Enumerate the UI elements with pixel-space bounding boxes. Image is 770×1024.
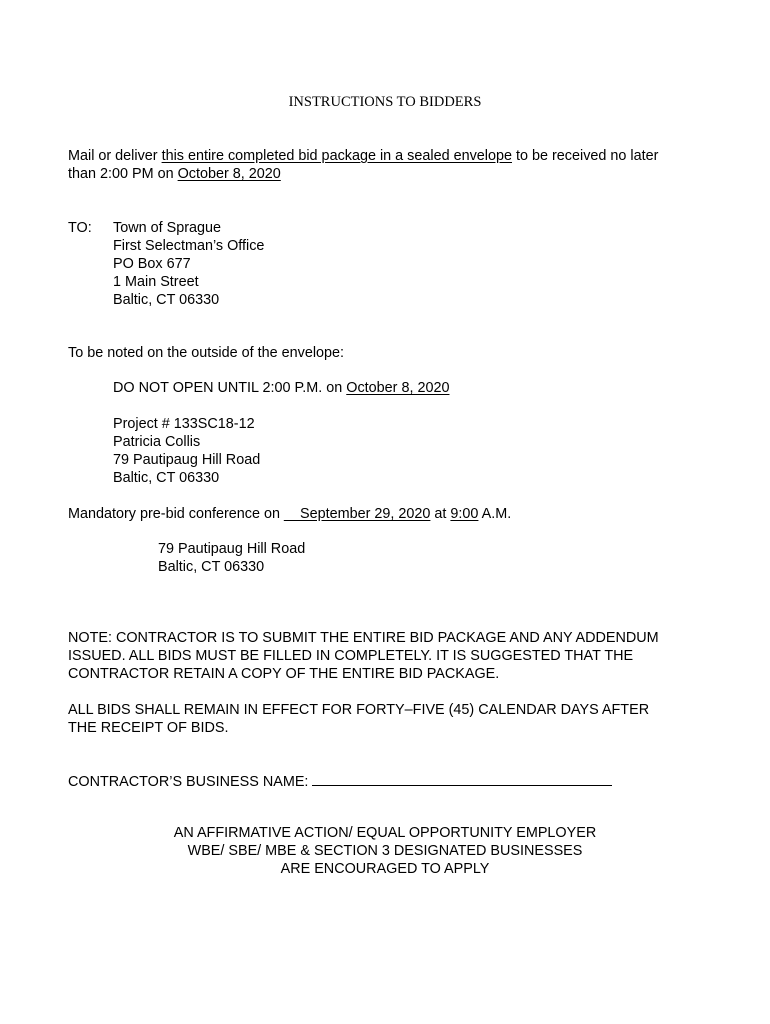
footer-statement (0, 824, 770, 878)
intro-text-end: to be received no later (512, 148, 659, 164)
intro-deadline-date: October 8, 2020 (177, 166, 281, 182)
conference-suffix: A.M. (478, 506, 512, 522)
page-title: INSTRUCTIONS TO BIDDERS (288, 94, 482, 110)
conference-address-line: Baltic, CT 06330 (158, 559, 265, 575)
conference-time: 9:00 (450, 506, 479, 522)
project-line: 79 Pautipaug Hill Road (113, 452, 261, 468)
validity-line: ALL BIDS SHALL REMAIN IN EFFECT FOR FORTY–FIVE (45) CALENDAR DAYS AFTER (68, 702, 650, 718)
conference-address-line: 79 Pautipaug Hill Road (158, 541, 306, 557)
project-line: Baltic, CT 06330 (113, 470, 220, 486)
conference-prefix: Mandatory pre-bid conference on (68, 506, 284, 522)
envelope-heading: To be noted on the outside of the envelope: (68, 345, 345, 361)
conference-at: at (430, 506, 451, 522)
validity-line: THE RECEIPT OF BIDS. (68, 720, 229, 736)
business-name-blank-line[interactable] (312, 772, 612, 786)
business-name-label: CONTRACTOR’S BUSINESS NAME: (68, 774, 309, 790)
intro-line-1 (68, 147, 658, 165)
footer-line: WBE/ SBE/ MBE & SECTION 3 DESIGNATED BUSINESSES (187, 843, 583, 859)
footer-line: ARE ENCOURAGED TO APPLY (280, 861, 490, 877)
to-address-line: 1 Main Street (113, 274, 199, 290)
to-address-block (113, 219, 264, 309)
note-line: CONTRACTOR RETAIN A COPY OF THE ENTIRE BID PACKAGE. (68, 666, 500, 682)
intro-text-start: Mail or deliver (68, 148, 162, 164)
conference-address-block (158, 540, 305, 576)
project-line: Project # 133SC18-12 (113, 416, 255, 432)
conference-line (68, 505, 511, 523)
to-address-line: Town of Sprague (113, 220, 221, 236)
conference-date: __September 29, 2020 (284, 506, 431, 522)
intro-underlined-instruction: this entire completed bid package in a sealed envelope (161, 148, 512, 164)
business-name-row (68, 772, 612, 791)
do-not-open-line (113, 379, 449, 397)
do-not-open-date: October 8, 2020 (346, 380, 450, 396)
note-paragraph (68, 629, 659, 683)
project-line: Patricia Collis (113, 434, 201, 450)
validity-paragraph (68, 701, 649, 737)
project-block (113, 415, 260, 487)
intro-line-2 (68, 165, 281, 183)
footer-line: AN AFFIRMATIVE ACTION/ EQUAL OPPORTUNITY EMPLOYER (173, 825, 597, 841)
to-address-line: First Selectman’s Office (113, 238, 265, 254)
to-address-line: PO Box 677 (113, 256, 191, 272)
intro-deadline-text: than 2:00 PM on (68, 166, 178, 182)
note-line: ISSUED. ALL BIDS MUST BE FILLED IN COMPLETELY. IT IS SUGGESTED THAT THE (68, 648, 634, 664)
to-address-line: Baltic, CT 06330 (113, 292, 220, 308)
do-not-open-text: DO NOT OPEN UNTIL 2:00 P.M. on (113, 380, 347, 396)
note-line: NOTE: CONTRACTOR IS TO SUBMIT THE ENTIRE BID PACKAGE AND ANY ADDENDUM (68, 630, 659, 646)
to-label: TO: (68, 220, 92, 236)
